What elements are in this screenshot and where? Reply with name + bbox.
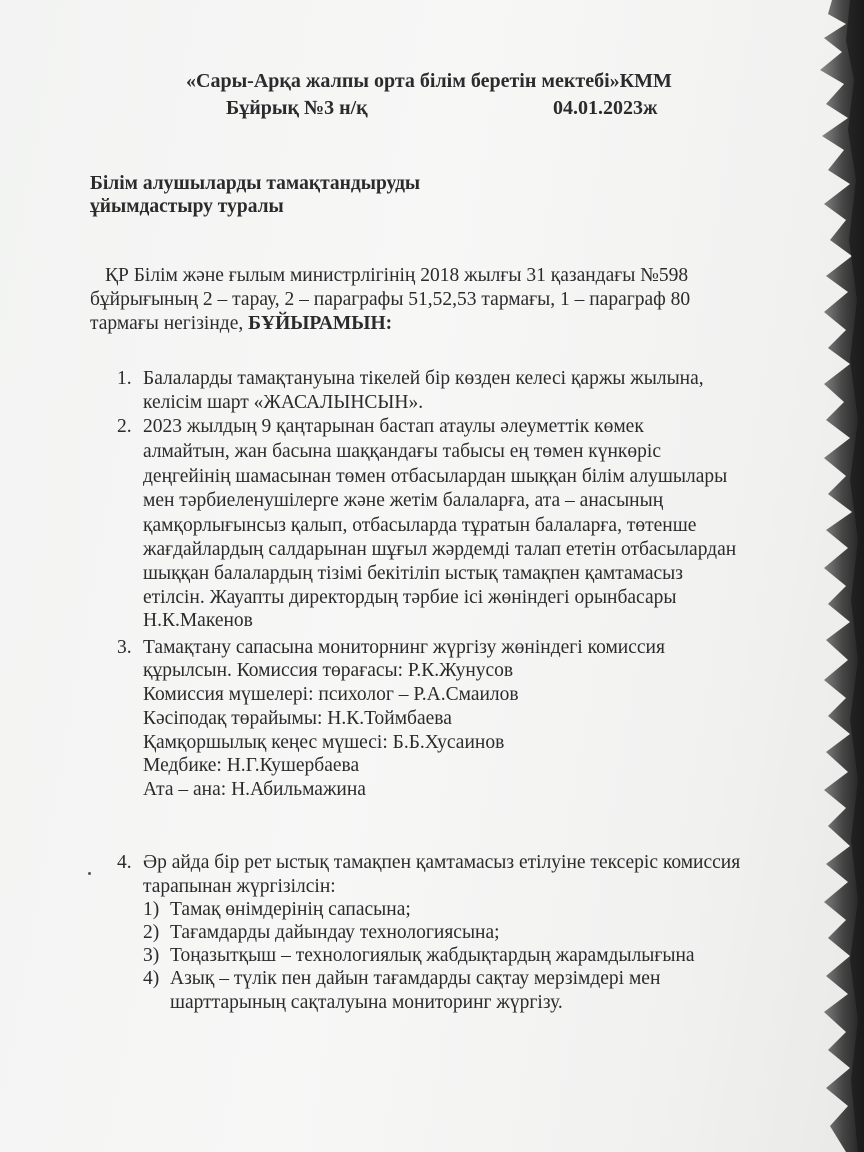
subitem-number: 1) [143,899,160,920]
ink-dot [88,872,91,875]
item-text-line: Әр айда бір рет ыстық тамақпен қамтамасыз етілуіне тексеріс комиссия [143,852,741,873]
item-text-line: құрылсын. Комиссия төрағасы: Р.К.Жунусов [143,660,514,681]
item-text-line: Медбике: Н.Г.Кушербаева [143,755,360,776]
item-text-line: етілсін. Жауапты директордың тәрбие ісі жөніндегі орынбасары [143,587,677,608]
item-text-line: 2023 жылдың 9 қаңтарынан бастап атаулы әлеуметтік көмек [143,416,644,437]
order-number: Бұйрық №3 н/қ [226,97,368,119]
item-number: 3. [117,637,132,658]
item-number: 1. [117,368,132,389]
torn-page-edge [754,0,864,1152]
subject-line-2: ұйымдастыру туралы [90,196,284,217]
preamble-line-3 [90,313,392,335]
organization-name: «Сары-Арқа жалпы орта білім беретін мектебі»КММ [186,70,672,92]
item-text-line: жағдайлардың салдарынан шұғыл жәрдемді талап ететін отбасылардан [143,539,737,560]
subject-line-1: Білім алушыларды тамақтандыруды [90,173,421,194]
item-text-line: Тамақтану сапасына мониторнинг жүргізу жөніндегі комиссия [143,637,665,658]
subitem-text-line: Азық – түлік пен дайын тағамдарды сақтау мерзімдері мен [170,968,661,989]
subitem-number: 3) [143,945,160,966]
item-text-line: Н.К.Макенов [143,610,253,631]
item-text-line: шыққан балалардың тізімі бекітіліп ыстық тамақпен қамтамасыз [143,563,683,584]
item-text-line: деңгейінің шамасынан төмен отбасылардан шыққан білім алушылары [143,466,728,487]
subitem-text-line: Тамақ өнімдерінің сапасына; [170,899,411,920]
subitem-number: 4) [143,968,160,989]
subitem-number: 2) [143,922,160,943]
item-text-line: Комиссия мүшелері: психолог – Р.А.Смаилов [143,684,519,705]
item-text-line: Ата – ана: Н.Абильмажина [143,779,366,800]
order-verb: БҰЙЫРАМЫН: [248,313,393,334]
preamble-basis-text: тармағы негізінде, [90,313,249,334]
item-number: 4. [117,852,132,873]
preamble-line-1: ҚР Білім және ғылым министрлігінің 2018 жылғы 31 қазандағы №598 [105,265,689,286]
item-text-line: Балаларды тамақтануына тікелей бір көзден келесі қаржы жылына, [143,368,704,389]
subitem-text-line: Тоңазытқыш – технологиялық жабдықтардың жарамдылығына [170,945,695,966]
item-text-line: тарапынан жүргізілсін: [143,876,336,897]
item-number: 2. [117,416,132,437]
subitem-text-line: Тағамдарды дайындау технологиясына; [170,922,500,943]
item-text-line: Кәсіподақ төрайымы: Н.К.Тоймбаева [143,708,452,729]
item-text-line: қамқорлығынсыз қалып, отбасыларда тұратын балаларға, төтенше [143,515,697,536]
subitem-text-line: шарттарының сақталуына мониторинг жүргізу. [170,992,563,1013]
item-text-line: келісім шарт «ЖАСАЛЫНСЫН». [143,392,424,413]
order-date: 04.01.2023ж [553,97,658,119]
item-text-line: мен тәрбиеленушілерге және жетім балаларға, ата – анасының [143,490,664,511]
item-text-line: алмайтын, жан басына шаққандағы табысы ең төмен күнкөріс [143,441,661,462]
item-text-line: Қамқоршылық кеңес мүшесі: Б.Б.Хусаинов [143,732,505,753]
preamble-line-2: бұйрығының 2 – тарау, 2 – параграфы 51,52,53 тармағы, 1 – параграф 80 [90,289,691,310]
